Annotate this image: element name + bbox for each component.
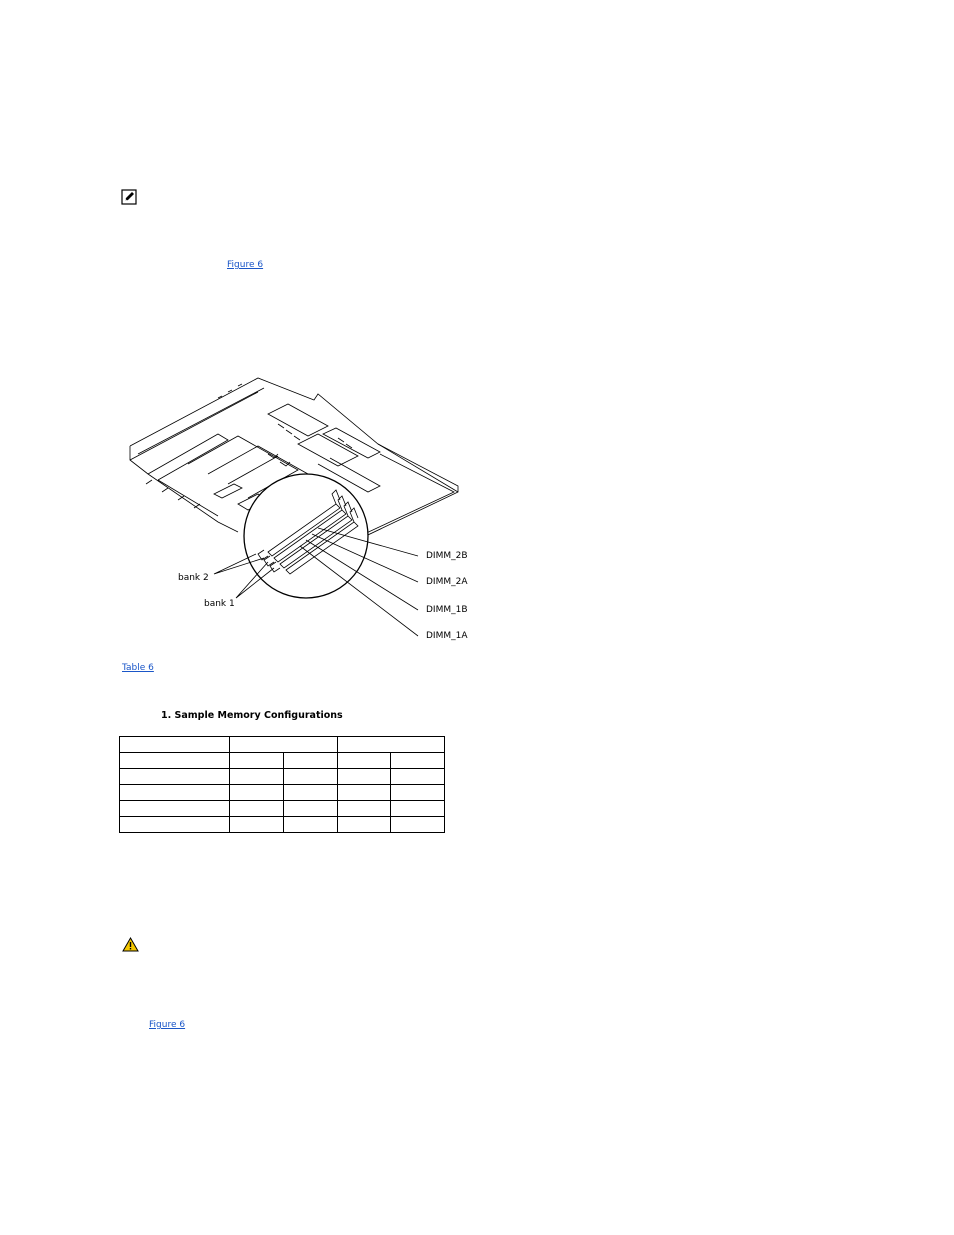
table-cell (230, 769, 284, 785)
table-6-link[interactable]: Table 6 (122, 663, 154, 673)
table-cell (230, 737, 337, 753)
table-cell (230, 753, 284, 769)
table-cell (230, 785, 284, 801)
figure-6-link-tail[interactable] (264, 260, 272, 271)
figure-6-link-2[interactable]: Figure 6 (149, 1020, 186, 1030)
table-cell (120, 737, 230, 753)
table-cell (283, 785, 337, 801)
table-row (120, 817, 445, 833)
memory-module-figure (118, 374, 470, 650)
caution-link-b[interactable] (214, 948, 334, 958)
procedure-link[interactable] (289, 976, 414, 986)
procedure-link-3-cont[interactable] (148, 1053, 185, 1063)
table-row (120, 785, 445, 801)
table-cell (120, 801, 230, 817)
procedure-link-3[interactable] (716, 1043, 795, 1053)
table-cell (391, 801, 445, 817)
table-header-row (120, 737, 445, 753)
table-cell (391, 817, 445, 833)
dimm-2a-label: DIMM_2A (426, 577, 468, 587)
caution-link-underscore[interactable] (206, 948, 212, 958)
table-cell (391, 785, 445, 801)
note-pencil-icon (121, 189, 137, 205)
table-6-link-tail[interactable] (156, 663, 164, 674)
dimm-1b-label: DIMM_1B (426, 605, 468, 615)
table-cell (230, 801, 284, 817)
table-cell (120, 785, 230, 801)
figure-6-link-2-tail[interactable] (186, 1020, 194, 1031)
table-row (120, 801, 445, 817)
bank-1-label: bank 1 (204, 599, 235, 609)
table-row (120, 769, 445, 785)
caution-triangle-icon (122, 937, 139, 952)
table-cell (120, 753, 230, 769)
table-cell (120, 769, 230, 785)
table-cell (283, 801, 337, 817)
table-cell (337, 785, 391, 801)
table-cell (120, 817, 230, 833)
table-cell (337, 801, 391, 817)
procedure-link-4[interactable] (289, 1073, 411, 1083)
dimm-2b-label: DIMM_2B (426, 551, 468, 561)
table-cell (337, 817, 391, 833)
table-cell (283, 769, 337, 785)
caution-link-a[interactable] (149, 948, 204, 958)
bank-2-label: bank 2 (178, 573, 209, 583)
table-row (120, 753, 445, 769)
table-cell (391, 753, 445, 769)
table-cell (337, 753, 391, 769)
table-cell (283, 753, 337, 769)
figure-6-link[interactable]: Figure 6 (227, 260, 264, 270)
procedure-link-2[interactable] (571, 1043, 690, 1053)
table-cell (391, 769, 445, 785)
dimm-1a-label: DIMM_1A (426, 631, 468, 641)
table-cell (337, 769, 391, 785)
table-title: 1. Sample Memory Configurations (161, 710, 343, 721)
table-cell (337, 737, 444, 753)
table-cell (230, 817, 284, 833)
memory-config-table (119, 736, 445, 833)
table-cell (283, 817, 337, 833)
